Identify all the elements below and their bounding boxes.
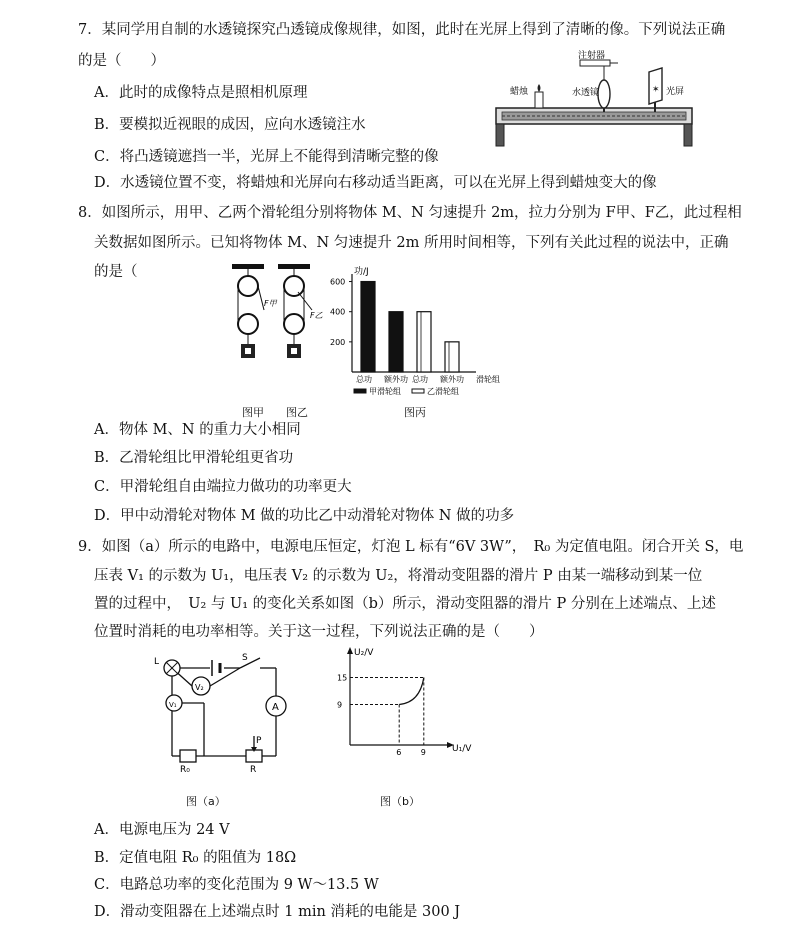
force-jia-label: F甲 (264, 299, 277, 308)
fig-yi-caption: 图乙 (286, 406, 308, 419)
syringe-label: 注射器 (578, 51, 606, 61)
bar (361, 282, 375, 372)
q7-option-c: C．将凸透镜遮挡一半，光屏上不能得到清晰完整的像 (94, 149, 439, 165)
q9-stem-line4: 位置时消耗的电功率相等。关于这一过程，下列说法正确的是（ ） (94, 624, 544, 640)
bar-category-label: 额外功 (440, 375, 464, 384)
legend-swatch (354, 389, 366, 393)
q7-stem-line2: 的是（ ） (78, 53, 165, 69)
bar-ylabel: 功/J (354, 267, 369, 277)
bar (389, 312, 403, 372)
voltage-graph (330, 645, 480, 770)
legend-label: 甲滑轮组 (369, 387, 401, 396)
r0-label: R₀ (180, 765, 190, 775)
q7-option-a: A．此时的成像特点是照相机原理 (94, 85, 308, 101)
graph-ytick-label: 9 (337, 700, 343, 710)
bar-ytick-label: 200 (330, 337, 346, 347)
q8-stem-line1: 8．如图所示，用甲、乙两个滑轮组分别将物体 M、N 匀速提升 2m，拉力分别为 F甲、F乙，此过程相 (78, 205, 742, 221)
q8-option-c: C．甲滑轮组自由端拉力做功的功率更大 (94, 479, 352, 495)
q8-option-d: D．甲中动滑轮对物体 M 做的功比乙中动滑轮对物体 N 做的功多 (94, 508, 515, 524)
u2-u1-curve (399, 678, 424, 705)
bar-ytick-label: 400 (330, 307, 346, 317)
graph-xlabel: U₁/V (452, 744, 472, 754)
force-yi-label: F乙 (310, 311, 323, 320)
rheostat-label: R (250, 765, 257, 775)
graph-xtick-label: 6 (396, 748, 402, 757)
q8-option-b: B．乙滑轮组比甲滑轮组更省功 (94, 450, 294, 466)
q9-option-c: C．电路总功率的变化范围为 9 W～13.5 W (94, 877, 379, 893)
ammeter-label: A (272, 702, 279, 713)
q7-option-b: B．要模拟近视眼的成因，应向水透镜注水 (94, 117, 366, 133)
pulley-figure (228, 262, 328, 372)
v2-label: V₂ (195, 683, 204, 692)
q9-stem-line1: 9．如图（a）所示的电路中，电源电压恒定，灯泡 L 标有“6V 3W”， R₀ 为定值电阻。闭合开关 S，电 (78, 539, 744, 555)
q8-stem-line2: 关数据如图所示。已知将物体 M、N 匀速提升 2m 所用时间相等，下列有关此过程的说法中，正确 (94, 235, 729, 251)
legend-swatch (412, 389, 424, 393)
bar-xlabel: 滑轮组 (476, 375, 500, 384)
q9-stem-line3: 置的过程中， U₂ 与 U₁ 的变化关系如图（b）所示，滑动变阻器的滑片 P 分别在上述端点、上述 (94, 596, 716, 612)
q8-option-a: A．物体 M、N 的重力大小相同 (94, 422, 301, 438)
slider-label: P (256, 736, 262, 746)
fig-a-caption: 图（a） (186, 795, 226, 808)
q7-stem-line1: 7．某同学用自制的水透镜探究凸透镜成像规律，如图，此时在光屏上得到了清晰的像。下列说法正确 (78, 22, 726, 38)
fig-bing-caption: 图丙 (404, 406, 426, 419)
work-bar-chart (328, 262, 508, 402)
lamp-label: L (154, 657, 160, 667)
graph-ytick-label: 15 (337, 673, 348, 683)
switch-label: S (242, 653, 248, 663)
bar-category-label: 总功 (356, 375, 372, 384)
circuit-diagram (148, 648, 296, 776)
graph-ylabel: U₂/V (354, 648, 374, 658)
bar-category-label: 额外功 (384, 375, 408, 384)
fig-jia-caption: 图甲 (242, 406, 264, 419)
screen-label: 光屏 (666, 87, 685, 97)
v1-label: V₁ (169, 701, 177, 709)
q9-option-b: B．定值电阻 R₀ 的阻值为 18Ω (94, 850, 297, 866)
bar-category-label: 总功 (412, 375, 428, 384)
optical-bench-figure (492, 50, 697, 150)
q8-stem-line3: 的是（ (94, 264, 138, 280)
q9-option-d: D．滑动变阻器在上述端点时 1 min 消耗的电能是 300 J (94, 904, 461, 920)
q7-option-d: D．水透镜位置不变，将蜡烛和光屏向右移动适当距离，可以在光屏上得到蜡烛变大的像 (94, 175, 657, 191)
lens-label: 水透镜 (572, 88, 600, 98)
graph-xtick-label: 9 (420, 748, 426, 757)
fig-b-caption: 图（b） (380, 795, 420, 808)
candle-label: 蜡烛 (510, 87, 529, 97)
bar (417, 312, 431, 372)
legend-label: 乙滑轮组 (427, 387, 459, 396)
q9-stem-line2: 压表 V₁ 的示数为 U₁，电压表 V₂ 的示数为 U₂，将滑动变阻器的滑片 P 由某一端移动到某一位 (94, 568, 703, 584)
bar (445, 342, 459, 372)
q9-option-a: A．电源电压为 24 V (94, 822, 230, 838)
bar-ytick-label: 600 (330, 277, 346, 287)
svg-text:✶: ✶ (652, 85, 660, 95)
